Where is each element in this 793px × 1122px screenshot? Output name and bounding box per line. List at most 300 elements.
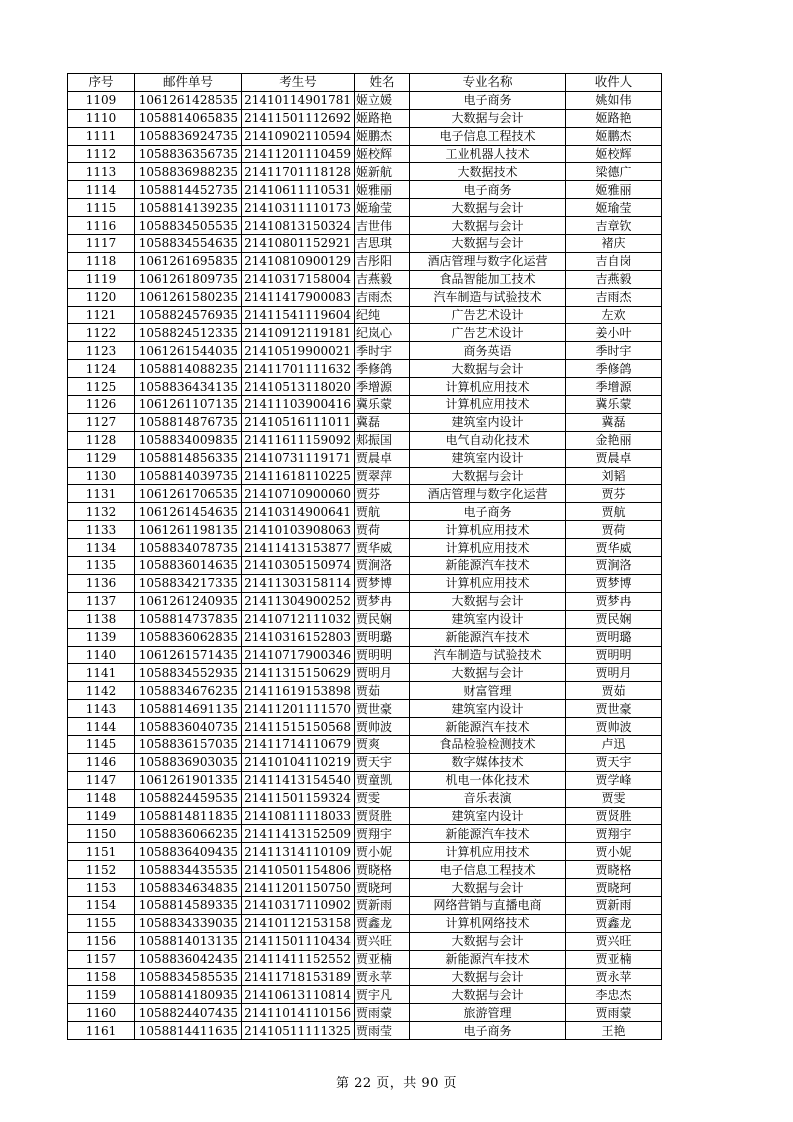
table-row <box>68 521 662 539</box>
cell-name: 姬路艳 <box>355 109 410 127</box>
header-serial: 序号 <box>68 74 135 92</box>
cell-major: 大数据与会计 <box>410 986 566 1004</box>
cell-mail-number: 1058836356735 <box>135 145 242 163</box>
cell-major: 机电一体化技术 <box>410 771 566 789</box>
cell-mail-number: 1058834078735 <box>135 539 242 557</box>
cell-serial: 1110 <box>68 109 135 127</box>
cell-recipient: 贾帅波 <box>566 718 662 736</box>
cell-major: 大数据与会计 <box>410 932 566 950</box>
cell-name: 贾童凯 <box>355 771 410 789</box>
cell-name: 吉雨杰 <box>355 288 410 306</box>
cell-name: 纪岚心 <box>355 324 410 342</box>
table-row <box>68 843 662 861</box>
cell-major: 食品检验检测技术 <box>410 735 566 753</box>
cell-recipient: 贾华威 <box>566 539 662 557</box>
cell-recipient: 梁德广 <box>566 163 662 181</box>
cell-recipient: 贾民娴 <box>566 610 662 628</box>
cell-recipient: 贾明月 <box>566 664 662 682</box>
cell-major: 建筑室内设计 <box>410 610 566 628</box>
cell-recipient: 贾晓格 <box>566 861 662 879</box>
cell-name: 季时宇 <box>355 342 410 360</box>
cell-mail-number: 1058814811835 <box>135 807 242 825</box>
cell-serial: 1129 <box>68 449 135 467</box>
cell-exam-number: 21411618110225 <box>242 467 355 485</box>
cell-serial: 1145 <box>68 735 135 753</box>
cell-recipient: 贾晓珂 <box>566 879 662 897</box>
cell-major: 电子商务 <box>410 91 566 109</box>
cell-exam-number: 21411014110156 <box>242 1004 355 1022</box>
cell-serial: 1151 <box>68 843 135 861</box>
cell-name: 贾永苹 <box>355 968 410 986</box>
cell-major: 旅游管理 <box>410 1004 566 1022</box>
cell-exam-number: 21410114901781 <box>242 91 355 109</box>
cell-serial: 1137 <box>68 592 135 610</box>
table-row <box>68 449 662 467</box>
cell-mail-number: 1061261571435 <box>135 646 242 664</box>
cell-recipient: 贾永苹 <box>566 968 662 986</box>
cell-exam-number: 21411413152509 <box>242 825 355 843</box>
cell-major: 大数据与会计 <box>410 109 566 127</box>
cell-serial: 1157 <box>68 950 135 968</box>
cell-mail-number: 1058814691135 <box>135 700 242 718</box>
table-row <box>68 109 662 127</box>
cell-mail-number: 1058814139235 <box>135 199 242 217</box>
cell-mail-number: 1061261428535 <box>135 91 242 109</box>
cell-recipient: 姬瑜莹 <box>566 199 662 217</box>
cell-mail-number: 1058814589335 <box>135 896 242 914</box>
cell-serial: 1155 <box>68 914 135 932</box>
cell-exam-number: 21410801152921 <box>242 235 355 253</box>
cell-mail-number: 1058836066235 <box>135 825 242 843</box>
cell-major: 大数据与会计 <box>410 592 566 610</box>
cell-exam-number: 21410810900129 <box>242 252 355 270</box>
cell-serial: 1117 <box>68 235 135 253</box>
cell-name: 贾翔宇 <box>355 825 410 843</box>
cell-name: 贾天宇 <box>355 753 410 771</box>
header-row <box>68 74 662 92</box>
cell-exam-number: 21411315150629 <box>242 664 355 682</box>
cell-name: 贾亚楠 <box>355 950 410 968</box>
table-row <box>68 986 662 1004</box>
table-row <box>68 181 662 199</box>
cell-exam-number: 21410912119181 <box>242 324 355 342</box>
cell-name: 纪纯 <box>355 306 410 324</box>
cell-major: 大数据与会计 <box>410 235 566 253</box>
cell-mail-number: 1058834552935 <box>135 664 242 682</box>
cell-recipient: 贾亚楠 <box>566 950 662 968</box>
table-row <box>68 306 662 324</box>
header-major: 专业名称 <box>410 74 566 92</box>
cell-serial: 1123 <box>68 342 135 360</box>
cell-mail-number: 1058814856335 <box>135 449 242 467</box>
cell-exam-number: 21410712111032 <box>242 610 355 628</box>
cell-exam-number: 21410316152803 <box>242 628 355 646</box>
cell-serial: 1152 <box>68 861 135 879</box>
cell-name: 贾小妮 <box>355 843 410 861</box>
cell-exam-number: 21411413154540 <box>242 771 355 789</box>
cell-mail-number: 1058836014635 <box>135 557 242 575</box>
cell-recipient: 吉雨杰 <box>566 288 662 306</box>
cell-exam-number: 21411413153877 <box>242 539 355 557</box>
cell-serial: 1138 <box>68 610 135 628</box>
cell-name: 贾爽 <box>355 735 410 753</box>
cell-serial: 1133 <box>68 521 135 539</box>
table-row <box>68 127 662 145</box>
cell-mail-number: 1058834585535 <box>135 968 242 986</box>
cell-major: 电子商务 <box>410 181 566 199</box>
cell-recipient: 贾小妮 <box>566 843 662 861</box>
table-row <box>68 1022 662 1040</box>
table-row <box>68 539 662 557</box>
cell-exam-number: 21411619153898 <box>242 682 355 700</box>
cell-serial: 1141 <box>68 664 135 682</box>
cell-major: 大数据与会计 <box>410 217 566 235</box>
cell-recipient: 吉自岗 <box>566 252 662 270</box>
cell-serial: 1113 <box>68 163 135 181</box>
cell-exam-number: 21410613110814 <box>242 986 355 1004</box>
table-row <box>68 914 662 932</box>
cell-name: 贾晓珂 <box>355 879 410 897</box>
table-row <box>68 217 662 235</box>
cell-exam-number: 21411417900083 <box>242 288 355 306</box>
cell-name: 贾晓格 <box>355 861 410 879</box>
cell-name: 贾帅波 <box>355 718 410 736</box>
cell-exam-number: 21410112153158 <box>242 914 355 932</box>
cell-exam-number: 21411701111632 <box>242 360 355 378</box>
cell-serial: 1149 <box>68 807 135 825</box>
cell-name: 贾贤胜 <box>355 807 410 825</box>
cell-serial: 1126 <box>68 396 135 414</box>
cell-mail-number: 1061261198135 <box>135 521 242 539</box>
cell-recipient: 吉燕毅 <box>566 270 662 288</box>
cell-mail-number: 1058834505535 <box>135 217 242 235</box>
cell-recipient: 贾学峰 <box>566 771 662 789</box>
cell-recipient: 贾晨卓 <box>566 449 662 467</box>
cell-exam-number: 21411718153189 <box>242 968 355 986</box>
cell-name: 贾雨蒙 <box>355 1004 410 1022</box>
cell-recipient: 贾贤胜 <box>566 807 662 825</box>
table-row <box>68 879 662 897</box>
cell-exam-number: 21411304900252 <box>242 592 355 610</box>
cell-recipient: 冀乐蒙 <box>566 396 662 414</box>
table-row <box>68 610 662 628</box>
cell-name: 姬校辉 <box>355 145 410 163</box>
cell-recipient: 冀磊 <box>566 413 662 431</box>
cell-mail-number: 1058824407435 <box>135 1004 242 1022</box>
cell-recipient: 姬校辉 <box>566 145 662 163</box>
cell-recipient: 贾梦博 <box>566 574 662 592</box>
cell-serial: 1125 <box>68 378 135 396</box>
cell-serial: 1136 <box>68 574 135 592</box>
cell-exam-number: 21411411152552 <box>242 950 355 968</box>
cell-exam-number: 21411314110109 <box>242 843 355 861</box>
cell-major: 电子商务 <box>410 1022 566 1040</box>
cell-major: 计算机应用技术 <box>410 574 566 592</box>
cell-serial: 1159 <box>68 986 135 1004</box>
cell-name: 吉思琪 <box>355 235 410 253</box>
cell-mail-number: 1061261107135 <box>135 396 242 414</box>
cell-serial: 1121 <box>68 306 135 324</box>
table-row <box>68 145 662 163</box>
cell-major: 新能源汽车技术 <box>410 718 566 736</box>
cell-name: 贾明明 <box>355 646 410 664</box>
table-row <box>68 324 662 342</box>
cell-serial: 1161 <box>68 1022 135 1040</box>
cell-recipient: 贾明璐 <box>566 628 662 646</box>
cell-mail-number: 1058836157035 <box>135 735 242 753</box>
cell-serial: 1124 <box>68 360 135 378</box>
cell-major: 广告艺术设计 <box>410 306 566 324</box>
cell-serial: 1122 <box>68 324 135 342</box>
table-row <box>68 735 662 753</box>
cell-serial: 1115 <box>68 199 135 217</box>
cell-serial: 1139 <box>68 628 135 646</box>
cell-major: 电子信息工程技术 <box>410 861 566 879</box>
cell-name: 贾梦博 <box>355 574 410 592</box>
cell-name: 贾世豪 <box>355 700 410 718</box>
cell-major: 食品智能加工技术 <box>410 270 566 288</box>
table-row <box>68 574 662 592</box>
table-row <box>68 199 662 217</box>
cell-mail-number: 1058834339035 <box>135 914 242 932</box>
cell-mail-number: 1058824459535 <box>135 789 242 807</box>
cell-recipient: 金艳丽 <box>566 431 662 449</box>
cell-exam-number: 21410305150974 <box>242 557 355 575</box>
cell-name: 姬新航 <box>355 163 410 181</box>
cell-mail-number: 1058814039735 <box>135 467 242 485</box>
cell-exam-number: 21410501154806 <box>242 861 355 879</box>
cell-serial: 1150 <box>68 825 135 843</box>
cell-name: 贾涧洛 <box>355 557 410 575</box>
cell-major: 建筑室内设计 <box>410 413 566 431</box>
table-row <box>68 968 662 986</box>
cell-recipient: 褚庆 <box>566 235 662 253</box>
cell-major: 大数据与会计 <box>410 879 566 897</box>
cell-serial: 1130 <box>68 467 135 485</box>
table-row <box>68 789 662 807</box>
cell-mail-number: 1058814452735 <box>135 181 242 199</box>
cell-mail-number: 1058834217335 <box>135 574 242 592</box>
cell-exam-number: 21411501159324 <box>242 789 355 807</box>
cell-serial: 1146 <box>68 753 135 771</box>
cell-major: 大数据技术 <box>410 163 566 181</box>
cell-exam-number: 21410902110594 <box>242 127 355 145</box>
cell-recipient: 贾翔宇 <box>566 825 662 843</box>
cell-major: 大数据与会计 <box>410 968 566 986</box>
cell-serial: 1147 <box>68 771 135 789</box>
cell-name: 贾宇凡 <box>355 986 410 1004</box>
cell-recipient: 贾鑫龙 <box>566 914 662 932</box>
cell-serial: 1118 <box>68 252 135 270</box>
cell-exam-number: 21411303158114 <box>242 574 355 592</box>
cell-serial: 1160 <box>68 1004 135 1022</box>
cell-exam-number: 21410811118033 <box>242 807 355 825</box>
cell-exam-number: 21411501110434 <box>242 932 355 950</box>
table-row <box>68 932 662 950</box>
cell-serial: 1111 <box>68 127 135 145</box>
cell-name: 贾茹 <box>355 682 410 700</box>
cell-recipient: 左欢 <box>566 306 662 324</box>
cell-recipient: 贾雯 <box>566 789 662 807</box>
cell-major: 计算机应用技术 <box>410 396 566 414</box>
cell-recipient: 季时宇 <box>566 342 662 360</box>
cell-name: 冀磊 <box>355 413 410 431</box>
table-row <box>68 825 662 843</box>
cell-major: 酒店管理与数字化运营 <box>410 485 566 503</box>
cell-major: 网络营销与直播电商 <box>410 896 566 914</box>
cell-exam-number: 21410717900346 <box>242 646 355 664</box>
cell-mail-number: 1058836434135 <box>135 378 242 396</box>
table-row <box>68 413 662 431</box>
cell-name: 贾芬 <box>355 485 410 503</box>
cell-recipient: 卢迅 <box>566 735 662 753</box>
cell-mail-number: 1058834009835 <box>135 431 242 449</box>
cell-mail-number: 1058814180935 <box>135 986 242 1004</box>
cell-exam-number: 21410311110173 <box>242 199 355 217</box>
cell-name: 贾雨莹 <box>355 1022 410 1040</box>
cell-exam-number: 21410314900641 <box>242 503 355 521</box>
cell-serial: 1135 <box>68 557 135 575</box>
cell-mail-number: 1061261544035 <box>135 342 242 360</box>
cell-mail-number: 1058836040735 <box>135 718 242 736</box>
cell-major: 电气自动化技术 <box>410 431 566 449</box>
header-mail-number: 邮件单号 <box>135 74 242 92</box>
cell-mail-number: 1061261695835 <box>135 252 242 270</box>
cell-recipient: 李忠杰 <box>566 986 662 1004</box>
cell-mail-number: 1058814737835 <box>135 610 242 628</box>
cell-exam-number: 21410710900060 <box>242 485 355 503</box>
cell-mail-number: 1061261901335 <box>135 771 242 789</box>
cell-serial: 1134 <box>68 539 135 557</box>
cell-serial: 1116 <box>68 217 135 235</box>
cell-major: 电子信息工程技术 <box>410 127 566 145</box>
cell-major: 商务英语 <box>410 342 566 360</box>
cell-mail-number: 1058836409435 <box>135 843 242 861</box>
cell-exam-number: 21410317158004 <box>242 270 355 288</box>
cell-major: 计算机网络技术 <box>410 914 566 932</box>
cell-name: 吉世伟 <box>355 217 410 235</box>
cell-recipient: 姬路艳 <box>566 109 662 127</box>
cell-exam-number: 21411201111570 <box>242 700 355 718</box>
cell-exam-number: 21411515150568 <box>242 718 355 736</box>
cell-major: 大数据与会计 <box>410 467 566 485</box>
cell-recipient: 贾航 <box>566 503 662 521</box>
cell-recipient: 姜小叶 <box>566 324 662 342</box>
cell-serial: 1109 <box>68 91 135 109</box>
cell-major: 新能源汽车技术 <box>410 950 566 968</box>
table-row <box>68 378 662 396</box>
cell-major: 建筑室内设计 <box>410 807 566 825</box>
cell-exam-number: 21411701118128 <box>242 163 355 181</box>
table-row <box>68 91 662 109</box>
header-recipient: 收件人 <box>566 74 662 92</box>
cell-name: 贾雯 <box>355 789 410 807</box>
cell-recipient: 贾茹 <box>566 682 662 700</box>
cell-serial: 1128 <box>68 431 135 449</box>
cell-name: 季增源 <box>355 378 410 396</box>
cell-name: 吉彤阳 <box>355 252 410 270</box>
cell-recipient: 刘韬 <box>566 467 662 485</box>
cell-exam-number: 21411611159092 <box>242 431 355 449</box>
table-row <box>68 485 662 503</box>
cell-recipient: 季增源 <box>566 378 662 396</box>
table-row <box>68 360 662 378</box>
cell-mail-number: 1058834676235 <box>135 682 242 700</box>
table-row <box>68 288 662 306</box>
cell-mail-number: 1058836062835 <box>135 628 242 646</box>
cell-exam-number: 21411714110679 <box>242 735 355 753</box>
cell-major: 大数据与会计 <box>410 199 566 217</box>
table-row <box>68 503 662 521</box>
table-row <box>68 396 662 414</box>
cell-major: 新能源汽车技术 <box>410 825 566 843</box>
cell-recipient: 贾兴旺 <box>566 932 662 950</box>
table-row <box>68 896 662 914</box>
cell-serial: 1153 <box>68 879 135 897</box>
table-row <box>68 950 662 968</box>
cell-major: 电子商务 <box>410 503 566 521</box>
cell-mail-number: 1058836924735 <box>135 127 242 145</box>
cell-major: 工业机器人技术 <box>410 145 566 163</box>
table-row <box>68 252 662 270</box>
cell-serial: 1158 <box>68 968 135 986</box>
cell-serial: 1156 <box>68 932 135 950</box>
cell-name: 季修鸽 <box>355 360 410 378</box>
cell-mail-number: 1061261706535 <box>135 485 242 503</box>
cell-mail-number: 1061261809735 <box>135 270 242 288</box>
cell-exam-number: 21411541119604 <box>242 306 355 324</box>
cell-mail-number: 1058824576935 <box>135 306 242 324</box>
cell-major: 大数据与会计 <box>410 664 566 682</box>
table-row <box>68 270 662 288</box>
table-row <box>68 646 662 664</box>
cell-recipient: 贾明明 <box>566 646 662 664</box>
cell-major: 汽车制造与试验技术 <box>410 288 566 306</box>
table-row <box>68 753 662 771</box>
cell-major: 计算机应用技术 <box>410 378 566 396</box>
table-row <box>68 700 662 718</box>
cell-name: 贾明璐 <box>355 628 410 646</box>
cell-major: 建筑室内设计 <box>410 449 566 467</box>
cell-name: 姬鹏杰 <box>355 127 410 145</box>
cell-major: 财富管理 <box>410 682 566 700</box>
cell-serial: 1119 <box>68 270 135 288</box>
table-row <box>68 682 662 700</box>
cell-major: 酒店管理与数字化运营 <box>410 252 566 270</box>
cell-name: 贾兴旺 <box>355 932 410 950</box>
cell-name: 贾明月 <box>355 664 410 682</box>
cell-serial: 1142 <box>68 682 135 700</box>
cell-major: 音乐表演 <box>410 789 566 807</box>
cell-name: 姬雅丽 <box>355 181 410 199</box>
cell-name: 贾航 <box>355 503 410 521</box>
cell-name: 姬立媛 <box>355 91 410 109</box>
cell-name: 贾晨卓 <box>355 449 410 467</box>
table-row <box>68 342 662 360</box>
cell-serial: 1144 <box>68 718 135 736</box>
header-name: 姓名 <box>355 74 410 92</box>
cell-mail-number: 1058836988235 <box>135 163 242 181</box>
cell-name: 姬瑜莹 <box>355 199 410 217</box>
header-exam-number: 考生号 <box>242 74 355 92</box>
cell-mail-number: 1058814411635 <box>135 1022 242 1040</box>
cell-mail-number: 1058814088235 <box>135 360 242 378</box>
cell-exam-number: 21411103900416 <box>242 396 355 414</box>
table-row <box>68 235 662 253</box>
cell-serial: 1140 <box>68 646 135 664</box>
cell-mail-number: 1058836042435 <box>135 950 242 968</box>
table-row <box>68 807 662 825</box>
